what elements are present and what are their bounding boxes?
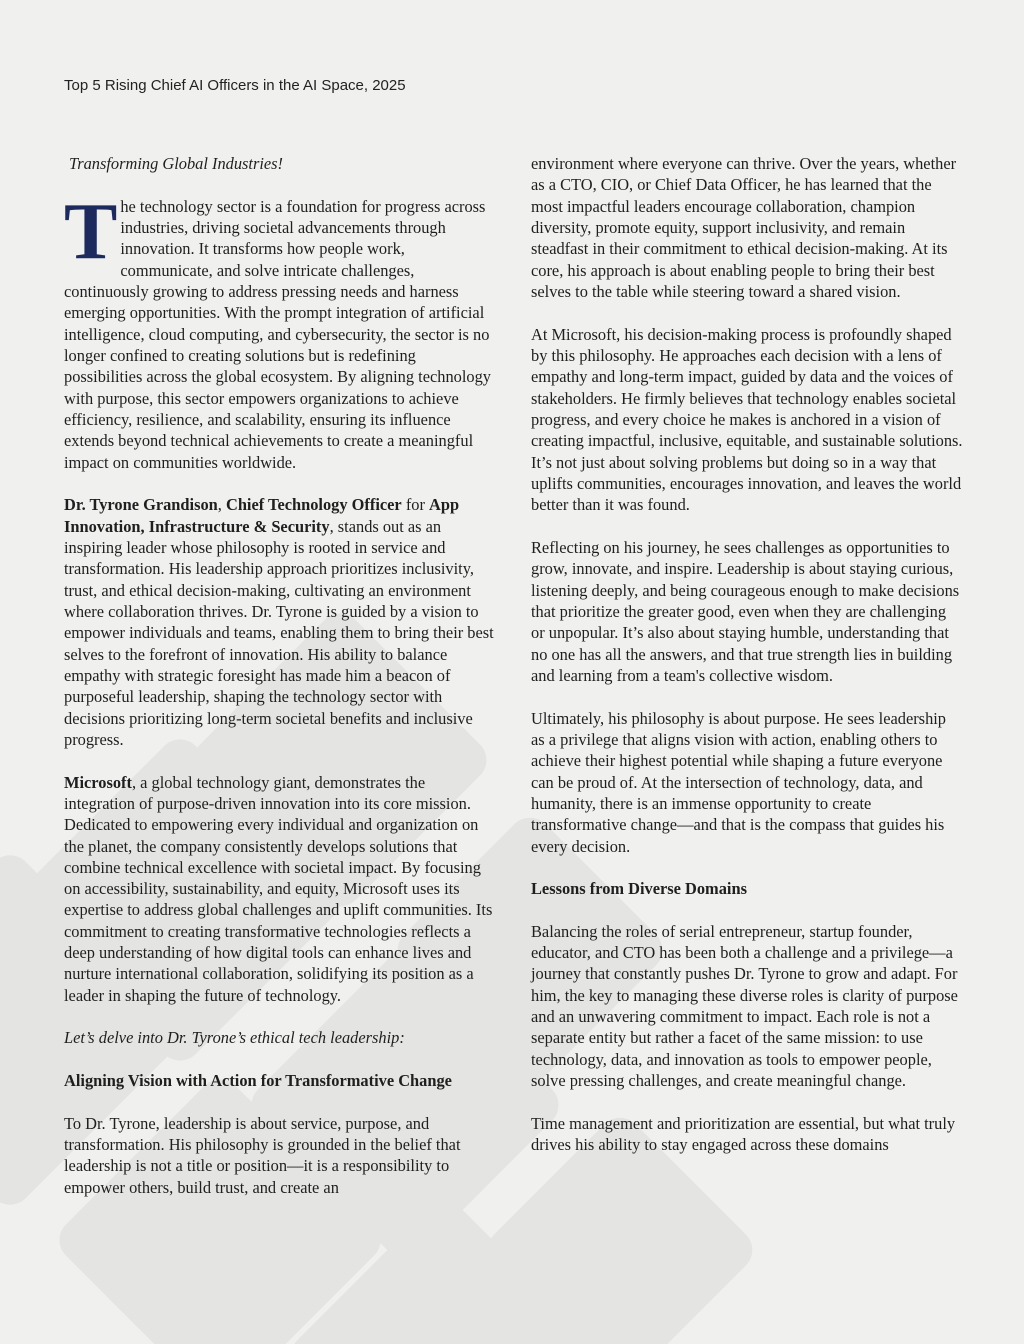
- article-right-column: [531, 153, 963, 1177]
- body-paragraph: Ultimately, his philosophy is about purpose. He sees leadership as a privilege that aligns vision with action, enabling others to achieve their highest potential while shaping a future everyone can be proud of. At the intersection of technology, data, and humanity, there is an immense opportunity to create transformative change—and that is the compass that guides his every decision.: [531, 708, 947, 856]
- company-name: Microsoft: [64, 772, 132, 792]
- body-paragraph: Reflecting on his journey, he sees challenges as opportunities to grow, innovate, and inspire. Leadership is about staying curious, listening deeply, and being courageous enough to make decisions that prioritize the greater good, even when they are challenging or unpopular. It’s also about staying humble, understanding that no one has all the answers, and that true strength lies in building and learning from a team's collective wisdom.: [531, 537, 960, 685]
- company-paragraph: [64, 772, 494, 1007]
- profile-paragraph: [64, 494, 494, 750]
- body-paragraph: environment where everyone can thrive. Over the years, whether as a CTO, CIO, or Chief Data Officer, he has learned that the most impactful leaders encourage collaboration, champion diversity, promote equity, support inclusivity, and remain steadfast in their commitment to ethical decision-making. At its core, his approach is about enabling people to bring their best selves to the table while steering toward a shared vision.: [531, 154, 957, 301]
- body-paragraph: Balancing the roles of serial entrepreneur, startup founder, educator, and CTO has been both a challenge and a privilege—a journey that constantly pushes Dr. Tyrone to grow and adapt. For him, the key to managing these diverse roles is clarity of purpose and an unwavering commitment to impact. Each role is not a separate entity but rather a facet of the same mission: to use technology, data, and innovation as tools to empower people, solve pressing challenges, and create meaningful change.: [531, 921, 958, 1091]
- intro-paragraph: [64, 187, 494, 473]
- article-left-column: [64, 153, 494, 1219]
- body-paragraph: To Dr. Tyrone, leadership is about service, purpose, and transformation. His philosophy is grounded in the belief that leadership is not a title or position—it is a responsibility to empower others, build trust, and create an: [64, 1113, 461, 1197]
- text-separator: ,: [217, 495, 226, 515]
- section-heading-vision: Aligning Vision with Action for Transformative Change: [64, 1071, 452, 1091]
- company-text: , a global technology giant, demonstrates the integration of purpose-driven innovation into its core mission. Dedicated to empowering every individual and organization on the planet, the company consistently develops solutions that combine technical excellence with societal impact. By focusing on accessibility, sustainability, and equity, Microsoft uses its expertise to address global challenges and uplift communities. Its commitment to creating transformative technologies reflects a deep understanding of how digital tools can enhance lives and nurture international collaboration, solidifying its position as a leader in shaping the future of technology.: [64, 772, 493, 1005]
- drop-cap: T: [64, 187, 118, 276]
- delve-line: Let’s delve into Dr. Tyrone’s ethical tech leadership:: [64, 1028, 405, 1048]
- section-heading-lessons: Lessons from Diverse Domains: [531, 879, 747, 899]
- body-paragraph: At Microsoft, his decision-making process is profoundly shaped by this philosophy. He approaches each decision with a lens of empathy and long-term impact, guided by data and the voices of stakeholders. He firmly believes that technology enables societal progress, and every choice he makes is anchored in a vision of creating impactful, inclusive, equitable, and sustainable solutions. It’s not just about solving problems but doing so in a way that uplifts communities, encourages innovation, and leaves the world better than it was found.: [531, 324, 963, 515]
- body-paragraph: Time management and prioritization are essential, but what truly drives his ability to stay engaged across these domains: [531, 1113, 956, 1155]
- running-header: Top 5 Rising Chief AI Officers in the AI Space, 2025: [64, 77, 406, 94]
- department-name: App Innovation, Infrastructure & Security: [64, 495, 460, 536]
- article-subtitle: Transforming Global Industries!: [69, 154, 284, 173]
- profile-text: , stands out as an inspiring leader whose philosophy is rooted in service and transformation. His leadership approach prioritizes inclusivity, trust, and ethical decision-making, cultivating an environment where collaboration thrives. Dr. Tyrone is guided by a vision to empower individuals and teams, enabling them to bring their best selves to the forefront of innovation. His ability to balance empathy with strategic foresight has made him a beacon of purposeful leadership, shaping the technology sector with decisions prioritizing long-term societal benefits and inclusive progress.: [64, 516, 494, 749]
- text-connector: for: [401, 495, 430, 515]
- person-name: Dr. Tyrone Grandison: [64, 495, 218, 515]
- person-role: Chief Technology Officer: [225, 495, 402, 515]
- intro-text: he technology sector is a foundation for progress across industries, driving societal advancements through innovation. It transforms how people work, communicate, and solve intricate challenges, continuously growing to address pressing needs and harness emerging opportunities. With the prompt integration of artificial intelligence, cloud computing, and cybersecurity, the sector is no longer confined to creating solutions but is redefining possibilities across the global ecosystem. By aligning technology with purpose, this sector empowers organizations to achieve efficiency, resilience, and scalability, ensuring its influence extends beyond technical achievements to create a meaningful impact on communities worldwide.: [64, 196, 492, 472]
